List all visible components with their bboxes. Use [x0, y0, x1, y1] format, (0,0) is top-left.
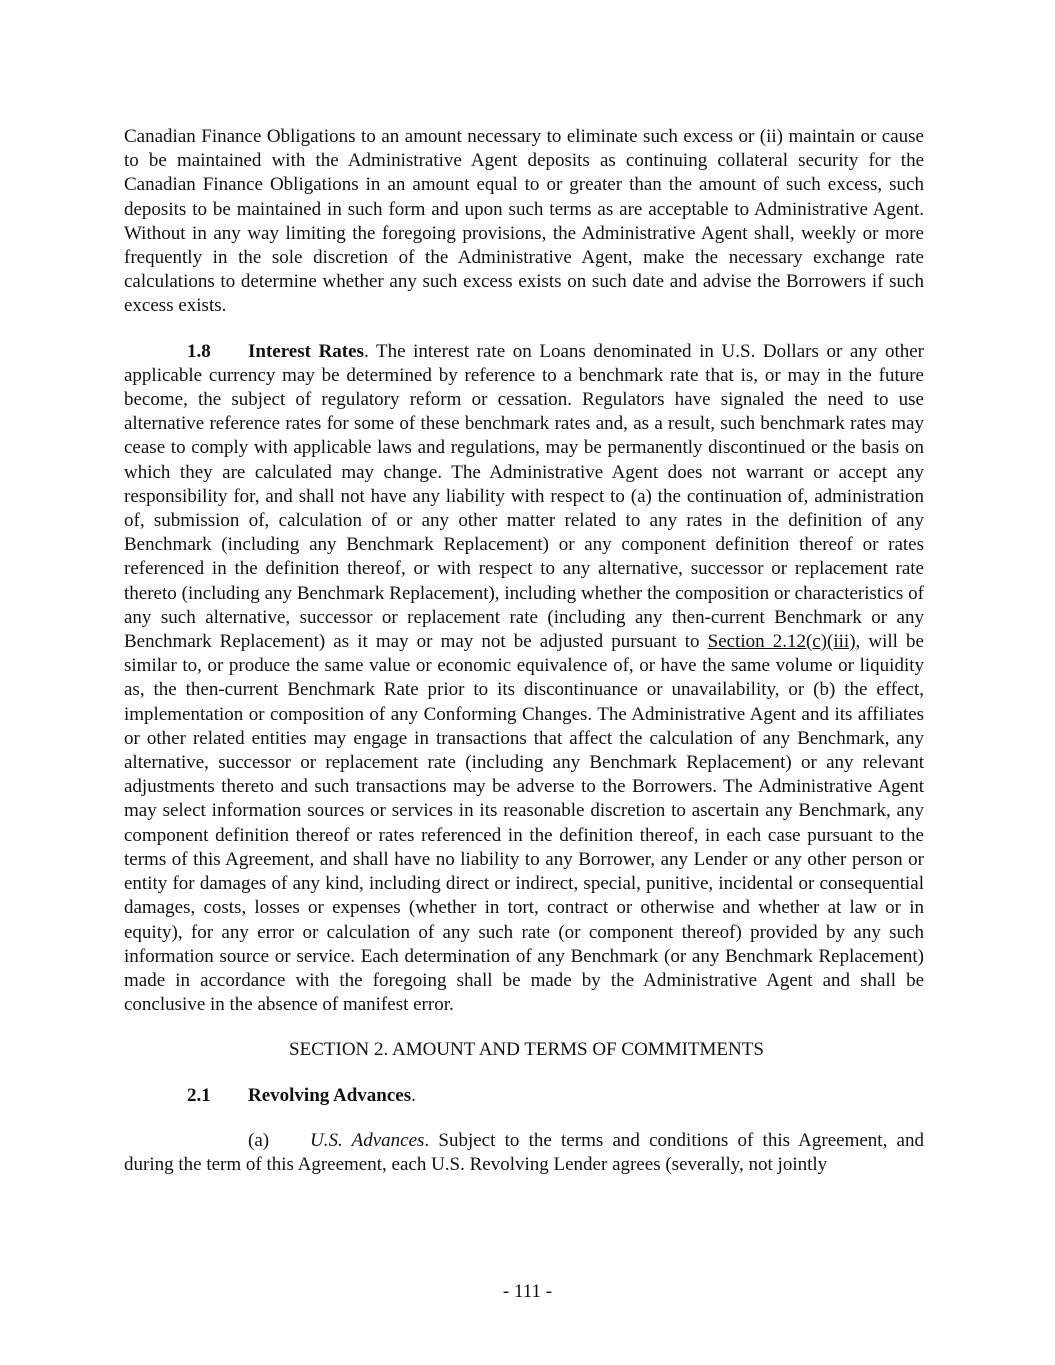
section-2-1-number: 2.1	[187, 1084, 211, 1106]
subsection-a-title: U.S. Advances	[310, 1129, 425, 1151]
subsection-a-body: . Subject to the terms and conditions of this Agreement, and during the term of this Agreement, each U.S. Revolving Lender agrees (severally, not jointly	[124, 1129, 924, 1175]
subsection-a-paragraph	[124, 1129, 924, 1177]
section-2-1-title-suffix: .	[411, 1084, 416, 1106]
section-1-8-number: 1.8	[187, 340, 211, 362]
section-2-1-title: Revolving Advances	[248, 1084, 412, 1106]
document-page	[124, 125, 924, 1177]
paragraph-continuation: Canadian Finance Obligations to an amount necessary to eliminate such excess or (ii) maintain or cause to be maintained with the Administrative Agent deposits as continuing collateral security for the Canadian Finance Obligations in an amount equal to or greater than the amount of such excess, such deposits to be maintained in such form and upon such terms as are acceptable to Administrative Agent. Without in any way limiting the foregoing provisions, the Administrative Agent shall, weekly or more frequently in the sole discretion of the Administrative Agent, make the necessary exchange rate calculations to determine whether any such excess exists on such date and advise the Borrowers if such excess exists.	[124, 126, 924, 317]
section-1-8-title: Interest Rates	[248, 340, 364, 362]
section-1-8-body-end: , will be similar to, or produce the same value or economic equivalence of, or have the same volume or liquidity as, the then-current Benchmark Rate prior to its discontinuance or unavailability, or (b) the effect, implementation or composition of any Conforming Changes. The Administrative Agent and its affiliates or other related entities may engage in transactions that affect the calculation of any Benchmark, any alternative, successor or replacement rate (including any Benchmark Replacement) or any relevant adjustments thereto and such transactions may be adverse to the Borrowers. The Administrative Agent may select information sources or services in its reasonable discretion to ascertain any Benchmark, any component definition thereof or rates referenced in the definition thereof, in each case pursuant to the terms of this Agreement, and shall have no liability to any Borrower, any Lender or any other person or entity for damages of any kind, including direct or indirect, special, punitive, incidental or consequential damages, costs, losses or expenses (whether in tort, contract or otherwise and whether at law or in equity), for any error or calculation of any such rate (or component thereof) provided by any such information source or service. Each determination of any Benchmark (or any Benchmark Replacement) made in accordance with the foregoing shall be made by the Administrative Agent and shall be conclusive in the absence of manifest error.	[124, 631, 924, 1016]
section-1-8-paragraph	[124, 340, 924, 1018]
section-2-12-reference-link[interactable]: Section 2.12(c)(iii)	[707, 631, 856, 653]
section-2-title: SECTION 2. AMOUNT AND TERMS OF COMMITMENTS	[289, 1039, 764, 1061]
page-number: - 111 -	[502, 1281, 553, 1302]
section-2-1-heading	[124, 1084, 924, 1108]
section-1-8-body-start: . The interest rate on Loans denominated in U.S. Dollars or any other applicable currency may be determined by reference to a benchmark rate that is, or may in the future become, the subject of regulatory reform or cessation. Regulators have signaled the need to use alternative reference rates for some of these benchmark rates and, as a result, such benchmark rates may cease to comply with applicable laws and regulations, may be permanently discontinued or the basis on which they are calculated may change. The Administrative Agent does not warrant or accept any responsibility for, and shall not have any liability with respect to (a) the continuation of, administration of, submission of, calculation of or any other matter related to any rates in the definition of any Benchmark (including any Benchmark Replacement) or any component definition thereof or rates referenced in the definition thereof, or with respect to any alternative, successor or replacement rate thereto (including any Benchmark Replacement), including whether the composition or characteristics of any such alternative, successor or replacement rate (including any then-current Benchmark or any Benchmark Replacement) as it may or may not be adjusted pursuant to	[124, 340, 924, 653]
subsection-a-label: (a)	[248, 1129, 270, 1151]
